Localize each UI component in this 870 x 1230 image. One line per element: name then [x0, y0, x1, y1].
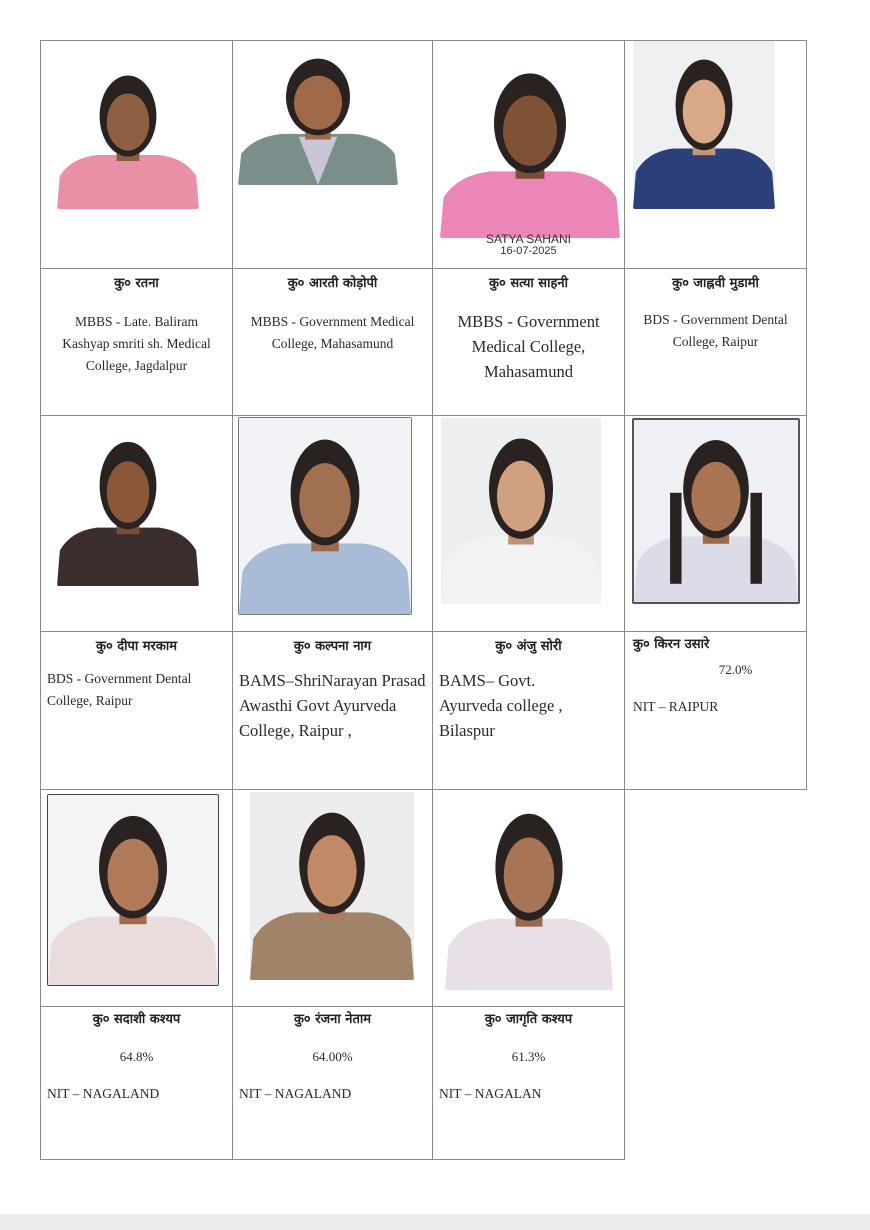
student-photo-3 — [440, 53, 620, 238]
bottom-bar — [0, 1214, 870, 1230]
info-cell-5 — [40, 631, 233, 790]
student-name-3: कु० सत्या साहनी — [489, 276, 568, 291]
student-course-3: MBBS - Government Medical College, Mahasamund — [457, 312, 600, 381]
photo-cell-7 — [432, 415, 625, 632]
info-cell-8 — [624, 631, 807, 790]
photo-cell-5 — [40, 415, 233, 632]
student-percent-11: 61.3% — [511, 1049, 546, 1064]
photo-caption-date: 16-07-2025 — [500, 245, 557, 257]
student-percent-9: 64.8% — [119, 1049, 154, 1064]
student-photo-9 — [47, 794, 219, 986]
student-photo-7 — [441, 418, 601, 604]
info-cell-6 — [232, 631, 433, 790]
student-name-6: कु० कल्पना नाग — [293, 639, 372, 654]
photo-cell-11 — [432, 789, 625, 1007]
student-photo-4 — [633, 41, 775, 209]
student-name-9: कु० सदाशी कश्यप — [92, 1012, 181, 1027]
photo-cell-2 — [232, 40, 433, 269]
student-photo-11 — [445, 792, 613, 990]
student-percent-10: 64.00% — [312, 1049, 353, 1064]
student-course-7: BAMS– Govt. Ayurveda college , Bilaspur — [439, 671, 563, 740]
student-name-11: कु० जागृति कश्यप — [484, 1012, 573, 1027]
student-photo-2 — [238, 43, 398, 185]
info-cell-1 — [40, 268, 233, 416]
student-name-1: कु० रतना — [114, 276, 159, 291]
student-course-9: NIT – NAGALAND — [47, 1086, 160, 1101]
photo-cell-9 — [40, 789, 233, 1007]
student-course-4: BDS - Government Dental College, Raipur — [643, 312, 788, 349]
student-name-4: कु० जाह्नवी मुडामी — [672, 276, 759, 291]
student-course-1: MBBS - Late. Baliram Kashyap smriti sh. Medical College, Jagdalpur — [62, 314, 211, 373]
photo-cell-6 — [232, 415, 433, 632]
photo-cell-10 — [232, 789, 433, 1007]
info-cell-7 — [432, 631, 625, 790]
student-percent-8: 72.0% — [718, 662, 753, 677]
student-course-8: NIT – RAIPUR — [633, 699, 719, 714]
student-name-7: कु० अंजु सोरी — [495, 639, 562, 654]
student-course-11: NIT – NAGALAN — [439, 1086, 542, 1101]
photo-cell-4 — [624, 40, 807, 269]
student-course-2: MBBS - Government Medical College, Mahasamund — [250, 314, 415, 351]
student-photo-8 — [632, 418, 800, 604]
photo-caption-name: SATYA SAHANI — [486, 232, 571, 246]
student-photo-10 — [250, 792, 414, 980]
student-photo-1 — [57, 59, 199, 209]
student-name-2: कु० आरती कोड़ोपी — [287, 276, 378, 291]
photo-cell-8 — [624, 415, 807, 632]
student-course-5: BDS - Government Dental College, Raipur — [47, 671, 192, 708]
info-cell-4 — [624, 268, 807, 416]
student-course-6: BAMS–ShriNarayan Prasad Awasthi Govt Ayurveda College, Raipur , — [239, 671, 426, 740]
student-name-8: कु० किरन उसारे — [633, 637, 710, 652]
student-name-10: कु० रंजना नेताम — [293, 1012, 372, 1027]
photo-cell-3 — [432, 40, 625, 269]
info-cell-10 — [232, 1006, 433, 1160]
info-cell-2 — [232, 268, 433, 416]
info-cell-9 — [40, 1006, 233, 1160]
photo-cell-1 — [40, 40, 233, 269]
info-cell-11 — [432, 1006, 625, 1160]
student-photo-5 — [57, 424, 199, 586]
student-name-5: कु० दीपा मरकाम — [95, 639, 178, 654]
student-course-10: NIT – NAGALAND — [239, 1086, 352, 1101]
student-photo-6 — [238, 417, 412, 615]
info-cell-3 — [432, 268, 625, 416]
